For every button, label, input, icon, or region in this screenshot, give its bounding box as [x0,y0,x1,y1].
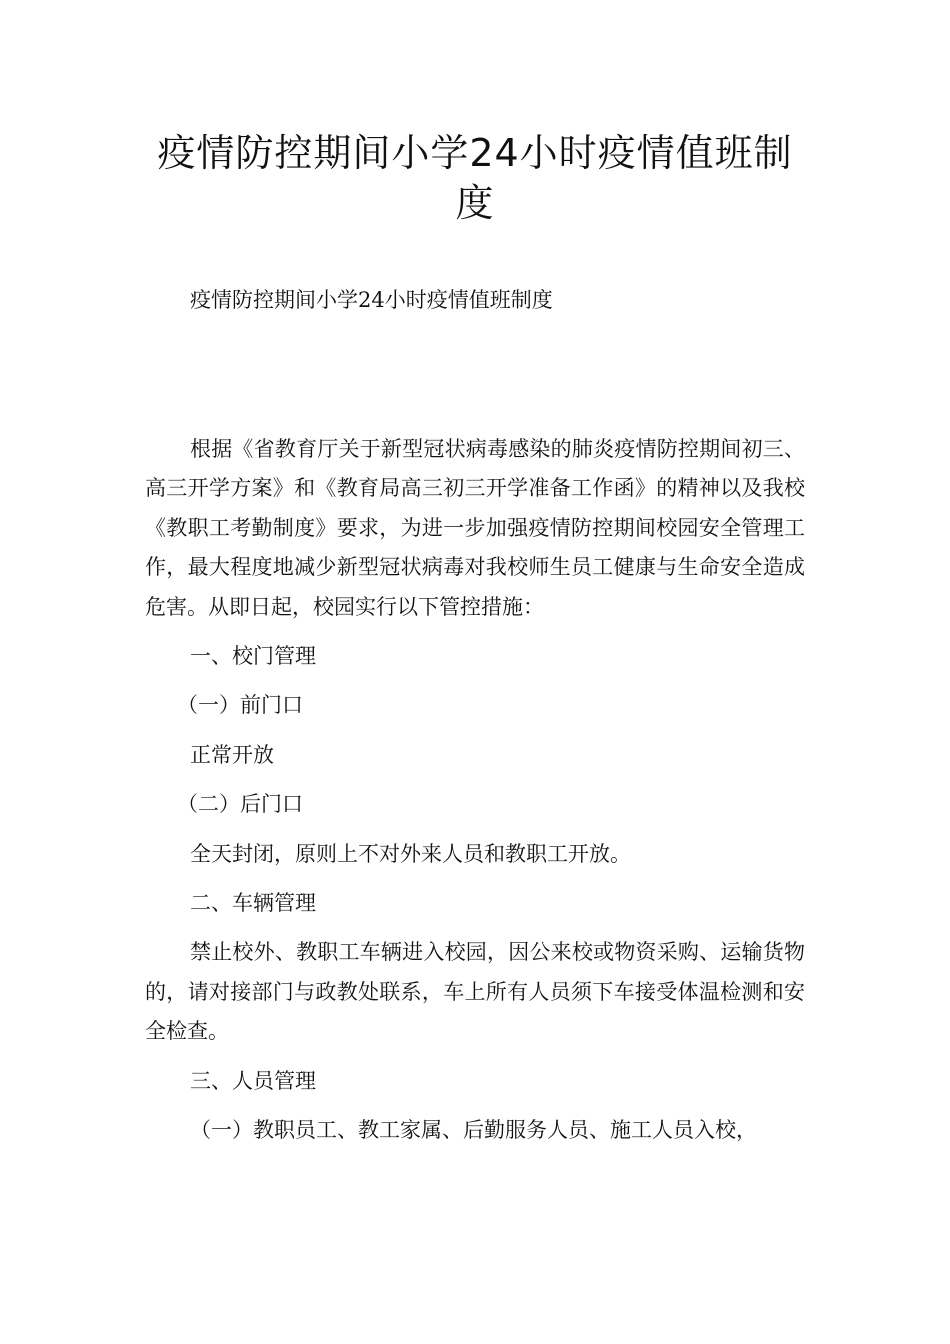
section-heading: 一、校门管理 [190,644,316,669]
body-paragraph: 根据《省教育厅关于新型冠状病毒感染的肺炎疫情防控期间初三、高三开学方案》和《教育局高三初三开学准备工作函》的精神以及我校《教职工考勤制度》要求，为进一步加强疫情防控期间校园安全管理工作，最大程度地减少新型冠状病毒对我校师生员工健康与生命安全造成危害。从即日起，校园实行以下管控措施： [145,437,805,619]
document-title: 疫情防控期间小学24小时疫情值班制度 [157,131,793,225]
subsection-heading: （二）后门口 [177,792,303,817]
section-heading: 二、车辆管理 [190,891,316,916]
subsection-heading: （一）教职员工、教工家属、后勤服务人员、施工人员入校， [190,1118,757,1143]
body-paragraph: 禁止校外、教职工车辆进入校园，因公来校或物资采购、运输货物的，请对接部门与政教处联系，车上所有人员须下车接受体温检测和安全检查。 [145,940,805,1044]
document-body [145,430,805,1161]
section-heading: 三、人员管理 [190,1068,316,1093]
subsection-heading: （一）前门口 [177,693,303,718]
body-paragraph: 全天封闭，原则上不对外来人员和教职工开放。 [190,841,631,866]
body-paragraph: 正常开放 [190,742,274,767]
document-subtitle: 疫情防控期间小学24小时疫情值班制度 [190,288,553,312]
